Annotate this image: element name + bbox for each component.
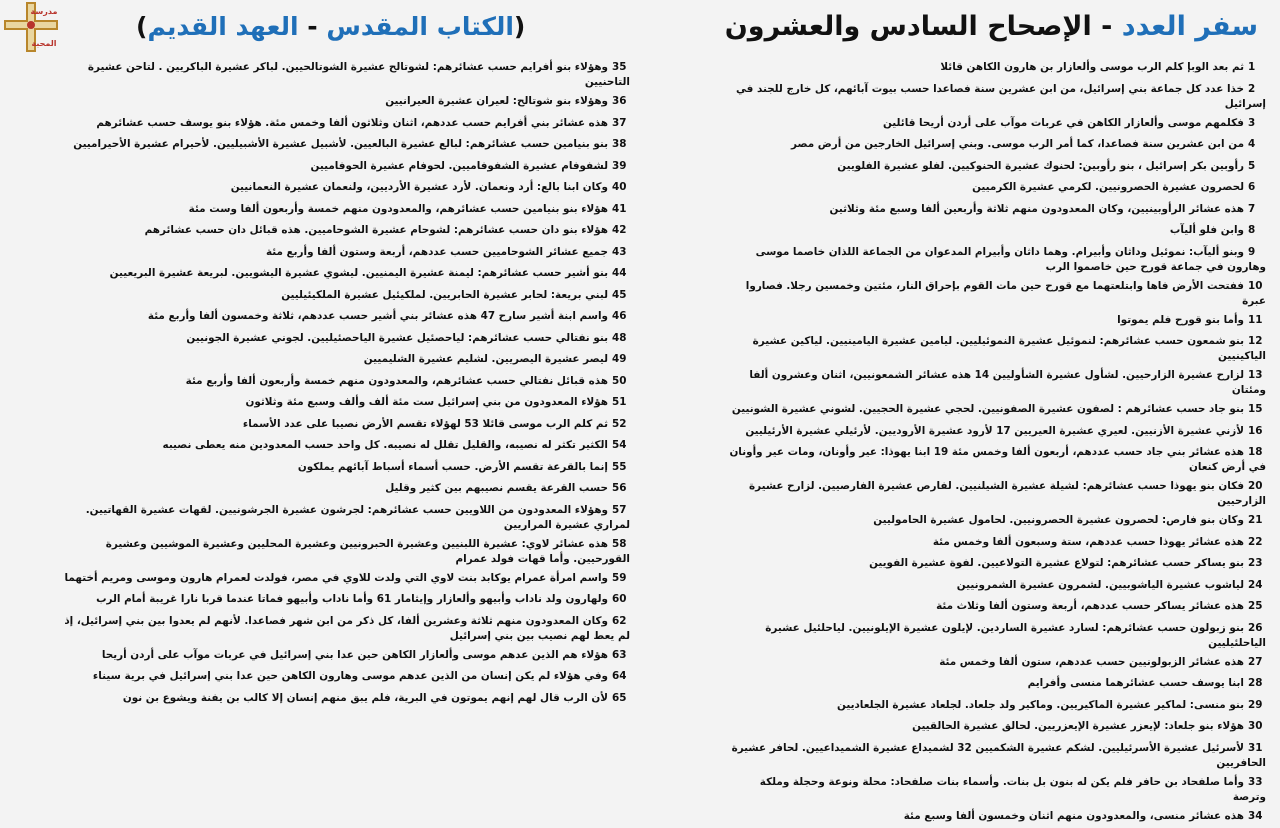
verse-row xyxy=(724,400,1266,422)
verse-row xyxy=(724,332,1266,366)
verse-row xyxy=(60,350,630,372)
verse-row xyxy=(724,653,1266,675)
verse-text: بنو منسى: لماكير عشيرة الماكيريين. وماكير ولد جلعاد. لجلعاد عشيرة الجلعاديين xyxy=(837,699,1244,711)
verse-text: هذه عشائر بني جاد حسب عددهم، أربعون ألفا وخمس مئة 19 ابنا يهوذا: عير وأونان، ومات عير وأونان في أرض كنعان xyxy=(729,446,1266,473)
verse-text: حسب القرعة يقسم نصيبهم بين كثير وقليل xyxy=(385,482,608,494)
verse-text: وهؤلاء المعدودون من اللاويين حسب عشائرهم: لجرشون عشيرة الجرشونيين. لقهات عشيرة القهاتيين. لمراري عشيرة المراريين xyxy=(86,504,630,531)
verse-number: 63 xyxy=(612,648,630,663)
verse-text: لأن الرب قال لهم إنهم يموتون في البرية، فلم يبق منهم إنسان إلا كالب بن يفنة ويشوع بن نون xyxy=(123,692,608,704)
verse-number: 10 xyxy=(1248,279,1266,294)
verse-row xyxy=(60,590,630,612)
verse-text: هذه عشائر بني أفرايم حسب عددهم، اثنان وثلاثون ألفا وخمس مئة. هؤلاء بنو يوسف حسب عشائرهم xyxy=(96,117,608,129)
verse-number: 45 xyxy=(612,288,630,303)
verse-number: 37 xyxy=(612,116,630,131)
verse-row xyxy=(724,619,1266,653)
logo-text-bottom: المحبة xyxy=(32,39,57,48)
verse-row xyxy=(60,458,630,480)
verse-text: وهؤلاء بنو أفرايم حسب عشائرهم: لشوتالح عشيرة الشوتالحيين. لباكر عشيرة الباكريين . لتاحن عشيرة التاحنيين xyxy=(88,61,630,88)
verse-number: 51 xyxy=(612,395,630,410)
verse-row xyxy=(724,554,1266,576)
verse-text: بنو شمعون حسب عشائرهم: لنموئيل عشيرة النموئيليين. ليامين عشيرة اليامينيين. لياكين عشيرة الياكينيين xyxy=(753,335,1266,362)
verse-row xyxy=(60,436,630,458)
verse-text: لأسرئيل عشيرة الأسرئيليين. لشكم عشيرة الشكميين 32 لشميداع عشيرة الشميداعيين. لحافر عشيرة الحافريين xyxy=(732,742,1266,769)
verse-text: وأما بنو قورح فلم يموتوا xyxy=(1117,314,1244,326)
verse-row xyxy=(60,58,630,92)
verse-text: بنو بنيامين حسب عشائرهم: لبالع عشيرة البالعيين. لأشبيل عشيرة الأشبيليين. لأحيرام عشيرة الأحيراميين xyxy=(73,138,608,150)
verse-text: جميع عشائر الشوحاميين حسب عددهم، أربعة وستون ألفا وأربع مئة xyxy=(266,246,608,258)
verse-number: 52 xyxy=(612,417,630,432)
verse-number: 46 xyxy=(612,309,630,324)
bible-open-paren: ( xyxy=(514,12,525,41)
verse-text: لشفوفام عشيرة الشفوفاميين. لحوفام عشيرة الحوفاميين xyxy=(310,160,608,172)
verse-row xyxy=(724,696,1266,718)
verse-row xyxy=(60,535,630,569)
verse-number: 9 xyxy=(1248,245,1266,260)
verse-text: ابنا يوسف حسب عشائرهما منسى وأفرايم xyxy=(1028,677,1244,689)
verse-row xyxy=(60,667,630,689)
verse-number: 36 xyxy=(612,94,630,109)
verse-number: 57 xyxy=(612,503,630,518)
verse-number: 12 xyxy=(1248,334,1266,349)
verse-row xyxy=(724,533,1266,555)
verse-text: هذه عشائر الرأوبينيين، وكان المعدودون منهم ثلاثة وأربعين ألفا وسبع مئة وثلاثين xyxy=(830,203,1244,215)
verse-number: 44 xyxy=(612,266,630,281)
bible-separator: - xyxy=(299,12,327,41)
verse-text: وكان بنو فارص: لحصرون عشيرة الحصرونيين. لحامول عشيرة الحاموليين xyxy=(873,514,1244,526)
verse-number: 22 xyxy=(1248,535,1266,550)
verse-row xyxy=(60,646,630,668)
verse-row xyxy=(724,597,1266,619)
verse-number: 50 xyxy=(612,374,630,389)
verse-row xyxy=(60,92,630,114)
verse-row xyxy=(724,576,1266,598)
verse-number: 38 xyxy=(612,137,630,152)
verse-number: 24 xyxy=(1248,578,1266,593)
verse-text: ولهارون ولد ناداب وأبيهو وألعازار وإيثامار 61 وأما ناداب وأبيهو فماتا عندما قربا نارا غريبة أمام الرب xyxy=(96,593,608,605)
verse-text: وأما صلفحاد بن حافر فلم يكن له بنون بل بنات. وأسماء بنات صلفحاد: محلة ونوعة وحجلة وملكة وترصة xyxy=(760,776,1266,803)
verse-number: 16 xyxy=(1248,424,1266,439)
verse-number: 7 xyxy=(1248,202,1266,217)
verse-number: 49 xyxy=(612,352,630,367)
verse-text: واسم امرأة عمرام يوكابد بنت لاوي التي ولدت للاوي في مصر، فولدت لعمرام هارون وموسى ومريم أختهما xyxy=(65,572,608,584)
verse-text: هذه قبائل نفتالي حسب عشائرهم، والمعدودون منهم خمسة وأربعون ألفا وأربع مئة xyxy=(186,375,608,387)
verse-number: 4 xyxy=(1248,137,1266,152)
verse-text: من ابن عشرين سنة فصاعدا، كما أمر الرب موسى. وبني إسرائيل الخارجين من أرض مصر xyxy=(791,138,1244,150)
verse-number: 56 xyxy=(612,481,630,496)
verse-row xyxy=(724,477,1266,511)
verse-text: هذه عشائر منسى، والمعدودون منهم اثنان وخمسون ألفا وسبع مئة xyxy=(904,810,1244,822)
verse-text: ثم بعد الوبإ كلم الرب موسى وألعازار بن هارون الكاهن قائلا xyxy=(940,61,1244,73)
verse-row xyxy=(724,739,1266,773)
bible-title xyxy=(136,4,525,50)
verse-number: 54 xyxy=(612,438,630,453)
verse-text: لبني بريعة: لحابر عشيرة الحابريين. لملكيئيل عشيرة الملكيئيليين xyxy=(281,289,608,301)
verse-row xyxy=(724,422,1266,444)
verse-text: بنو زبولون حسب عشائرهم: لسارد عشيرة الساردين. لإيلون عشيرة الإيلونيين. لياحلئيل عشيرة الياحلئيليين xyxy=(765,622,1266,649)
verses-right-column xyxy=(724,58,1266,720)
verse-text: بنو جاد حسب عشائرهم : لصفون عشيرة الصفونيين. لحجي عشيرة الحجيين. لشوني عشيرة الشونيين xyxy=(732,403,1244,415)
verse-row xyxy=(724,200,1266,222)
verse-row xyxy=(60,479,630,501)
verse-text: فكان بنو يهوذا حسب عشائرهم: لشيلة عشيرة الشيلنيين. لفارص عشيرة الفارصيين. لزارح عشيرة الزارحيين xyxy=(749,480,1266,507)
verse-text: ثم كلم الرب موسى قائلا 53 لهؤلاء تقسم الأرض نصيبا على عدد الأسماء xyxy=(243,418,608,430)
verse-number: 29 xyxy=(1248,698,1266,713)
verse-number: 1 xyxy=(1248,60,1266,75)
verse-text: هذه عشائر يهوذا حسب عددهم، ستة وسبعون ألفا وخمس مئة xyxy=(933,536,1244,548)
verse-row xyxy=(60,286,630,308)
verse-number: 33 xyxy=(1248,775,1266,790)
verse-number: 5 xyxy=(1248,159,1266,174)
verse-text: بنو يساكر حسب عشائرهم: لتولاع عشيرة التولاعيين. لفوة عشيرة الفويين xyxy=(869,557,1244,569)
verse-row xyxy=(724,311,1266,333)
chapter-title: الإصحاح السادس والعشرون xyxy=(725,11,1092,42)
verse-number: 26 xyxy=(1248,621,1266,636)
verse-row xyxy=(724,135,1266,157)
verse-text: لحصرون عشيرة الحصرونيين. لكرمي عشيرة الكرميين xyxy=(972,181,1244,193)
bible-part1: الكتاب المقدس xyxy=(326,12,514,41)
verse-text: هذه عشائر لاوي: عشيرة اللبنيين وعشيرة الحبرونيين وعشيرة المحليين وعشيرة الموشيين وعشيرة القورحيين. وأما قهات فولد عمرام xyxy=(106,538,630,565)
verse-text: إنما بالقرعة تقسم الأرض. حسب أسماء أسباط آبائهم يملكون xyxy=(298,461,608,473)
verse-number: 18 xyxy=(1248,445,1266,460)
verse-row xyxy=(60,329,630,351)
verse-text: لزارح عشيرة الزارحيين. لشأول عشيرة الشأوليين 14 هذه عشائر الشمعونيين، اثنان وعشرون ألفا ومئتان xyxy=(749,369,1266,396)
verse-row xyxy=(724,221,1266,243)
verse-row xyxy=(724,807,1266,828)
verse-number: 8 xyxy=(1248,223,1266,238)
verse-text: لياشوب عشيرة الياشوبيين. لشمرون عشيرة الشمرونيين xyxy=(957,579,1244,591)
verse-number: 27 xyxy=(1248,655,1266,670)
verse-row xyxy=(60,221,630,243)
verse-row xyxy=(724,674,1266,696)
verse-row xyxy=(724,443,1266,477)
verse-row xyxy=(724,114,1266,136)
verse-number: 28 xyxy=(1248,676,1266,691)
bible-close-paren: ) xyxy=(136,12,147,41)
verse-text: الكثير تكثر له نصيبه، والقليل تقلل له نصيبه. كل واحد حسب المعدودين منه يعطى نصيبه xyxy=(163,439,608,451)
verse-text: خذا عدد كل جماعة بني إسرائيل، من ابن عشرين سنة فصاعدا حسب بيوت آبائهم، كل خارج للجند في إسرائيل xyxy=(736,83,1266,110)
verses-left-column xyxy=(60,58,630,720)
verse-row xyxy=(724,717,1266,739)
verse-row xyxy=(60,689,630,711)
verse-row xyxy=(724,80,1266,114)
verse-number: 25 xyxy=(1248,599,1266,614)
verse-number: 48 xyxy=(612,331,630,346)
verse-number: 23 xyxy=(1248,556,1266,571)
verse-number: 59 xyxy=(612,571,630,586)
verse-row xyxy=(724,243,1266,277)
verse-number: 58 xyxy=(612,537,630,552)
verse-number: 39 xyxy=(612,159,630,174)
verse-row xyxy=(724,511,1266,533)
verse-number: 35 xyxy=(612,60,630,75)
verse-number: 62 xyxy=(612,614,630,629)
verse-row xyxy=(60,501,630,535)
verse-text: هؤلاء بنو دان حسب عشائرهم: لشوحام عشيرة الشوحاميين. هذه قبائل دان حسب عشائرهم xyxy=(145,224,608,236)
verse-text: هذه عشائر الزبولونيين حسب عددهم، ستون ألفا وخمس مئة xyxy=(939,656,1244,668)
verse-row xyxy=(724,58,1266,80)
verse-number: 34 xyxy=(1248,809,1266,824)
verse-text: وابن فلو أليآب xyxy=(1170,224,1244,236)
verse-row xyxy=(60,157,630,179)
verse-row xyxy=(724,157,1266,179)
verse-number: 64 xyxy=(612,669,630,684)
verse-text: وفي هؤلاء لم يكن إنسان من الذين عدهم موسى وهارون الكاهن حين عدا بني إسرائيل في برية سيناء xyxy=(93,670,608,682)
verse-row xyxy=(60,307,630,329)
verse-text: وبنو أليآب: نموئيل وداثان وأبيرام. وهما داثان وأبيرام المدعوان من الجماعة اللذان خاصما موسى وهارون في جماعة قورح حين خاصموا الرب xyxy=(756,246,1266,273)
verse-text: ففتحت الأرض فاها وابتلعتهما مع قورح حين مات القوم بإحراق النار، مئتين وخمسين رجلا. فصاروا عبرة xyxy=(746,280,1266,307)
header-bar xyxy=(0,0,1280,58)
verse-number: 20 xyxy=(1248,479,1266,494)
verse-text: ليصر عشيرة اليصريين. لشليم عشيرة الشليميين xyxy=(364,353,608,365)
heading-separator: - xyxy=(1092,11,1122,42)
verse-number: 42 xyxy=(612,223,630,238)
verse-number: 60 xyxy=(612,592,630,607)
chapter-heading xyxy=(725,4,1258,50)
verse-number: 3 xyxy=(1248,116,1266,131)
verse-text: هذه عشائر يساكر حسب عددهم، أربعة وستون ألفا وثلاث مئة xyxy=(936,600,1244,612)
verse-number: 55 xyxy=(612,460,630,475)
verse-number: 2 xyxy=(1248,82,1266,97)
verse-text: واسم ابنة أشير سارح 47 هذه عشائر بني أشير حسب عددهم، ثلاثة وخمسون ألفا وأربع مئة xyxy=(148,310,608,322)
verse-text: هؤلاء المعدودون من بني إسرائيل ست مئة ألف وألف وسبع مئة وثلاثون xyxy=(246,396,609,408)
verse-number: 15 xyxy=(1248,402,1266,417)
verse-row xyxy=(60,393,630,415)
verse-row xyxy=(724,178,1266,200)
verse-row xyxy=(60,178,630,200)
verse-text: وكان المعدودون منهم ثلاثة وعشرين ألفا، كل ذكر من ابن شهر فصاعدا. لأنهم لم يعدوا بين بني إسرائيل، إذ لم يعط لهم نصيب بين بني إسرائيل xyxy=(64,615,630,642)
verse-row xyxy=(60,415,630,437)
verse-row xyxy=(724,773,1266,807)
verse-row xyxy=(60,135,630,157)
logo-text-top: مدرسة xyxy=(31,7,58,16)
verse-row xyxy=(60,569,630,591)
verse-number: 11 xyxy=(1248,313,1266,328)
verse-text: وكان ابنا بالع: أرد ونعمان. لأرد عشيرة الأرديين، ولنعمان عشيرة النعمانيين xyxy=(231,181,608,193)
verse-number: 41 xyxy=(612,202,630,217)
verse-number: 65 xyxy=(612,691,630,706)
verse-number: 6 xyxy=(1248,180,1266,195)
verse-text: وهؤلاء بنو شوتالح: لعيران عشيرة العيرانيين xyxy=(385,95,608,107)
verse-row xyxy=(60,264,630,286)
verse-text: هؤلاء بنو بنيامين حسب عشائرهم، والمعدودون منهم خمسة وأربعون ألفا وست مئة xyxy=(189,203,608,215)
book-title: سفر العدد xyxy=(1122,11,1258,42)
verse-number: 21 xyxy=(1248,513,1266,528)
verse-text: بنو أشير حسب عشائرهم: ليمنة عشيرة اليمنيين. ليشوي عشيرة اليشويين. لبريعة عشيرة البريعيين xyxy=(110,267,608,279)
verse-row xyxy=(60,243,630,265)
verse-number: 13 xyxy=(1248,368,1266,383)
verse-text: لأزني عشيرة الأزنيين. لعيري عشيرة العيريين 17 لأرود عشيرة الأروديين. لأرئيلي عشيرة الأرئيليين xyxy=(745,425,1244,437)
verse-row xyxy=(60,372,630,394)
verse-row xyxy=(60,612,630,646)
verse-row xyxy=(60,200,630,222)
verse-text: فكلمهم موسى وألعازار الكاهن في عربات موآب على أردن أريحا قائلين xyxy=(883,117,1244,129)
verse-number: 31 xyxy=(1248,741,1266,756)
verse-text: رأوبين بكر إسرائيل ، بنو رأوبين: لحنوك عشيرة الحنوكيين. لفلو عشيرة الفلويين xyxy=(837,160,1244,172)
verse-number: 43 xyxy=(612,245,630,260)
verse-text: هؤلاء هم الذين عدهم موسى وألعازار الكاهن حين عدا بني إسرائيل في عربات موآب على أردن أريحا xyxy=(102,649,608,661)
school-logo xyxy=(0,0,62,54)
verse-row xyxy=(724,277,1266,311)
bible-part2: العهد القديم xyxy=(147,12,298,41)
verse-row xyxy=(60,114,630,136)
verse-text: هؤلاء بنو جلعاد: لإيعزر عشيرة الإيعزريين. لحالق عشيرة الحالقيين xyxy=(912,720,1244,732)
verse-text: بنو نفتالي حسب عشائرهم: لياحصئيل عشيرة الياحصئيليين. لجوني عشيرة الجونيين xyxy=(186,332,608,344)
verse-row xyxy=(724,366,1266,400)
verse-number: 30 xyxy=(1248,719,1266,734)
verse-number: 40 xyxy=(612,180,630,195)
